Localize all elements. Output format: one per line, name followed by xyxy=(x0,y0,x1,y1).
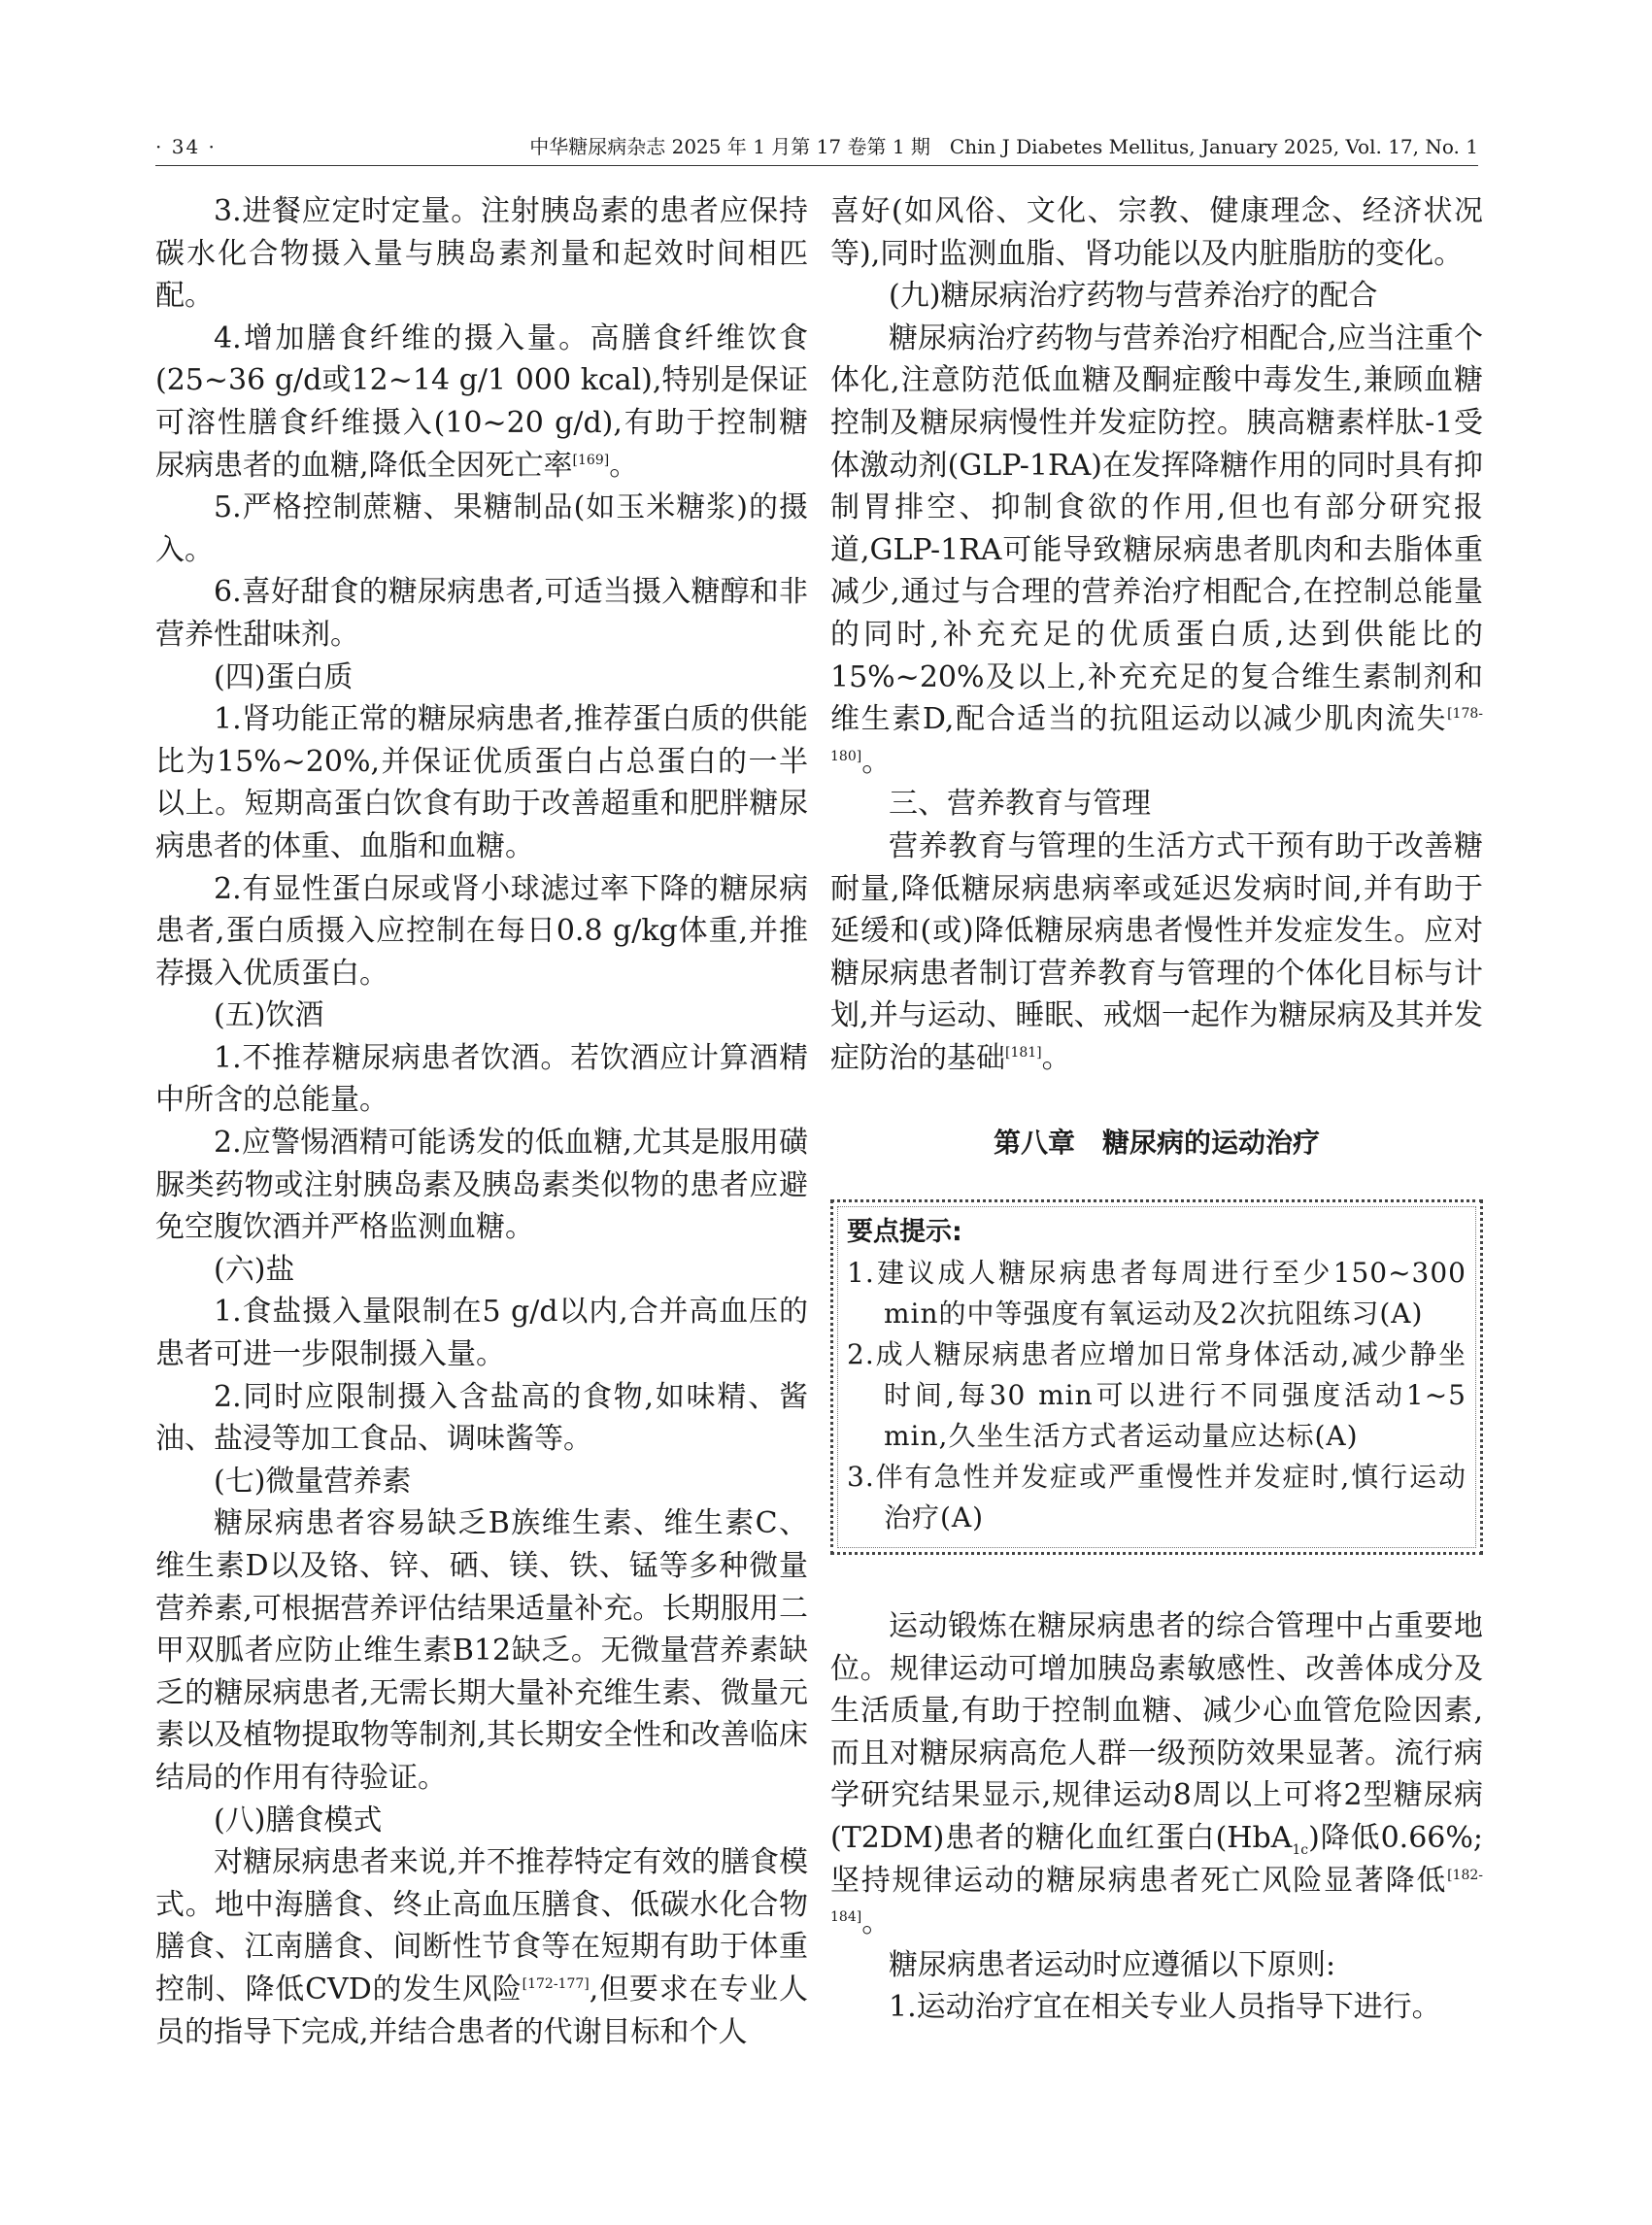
key-point-item: 2.成人糖尿病患者应增加日常身体活动,减少静坐时间,每30 min可以进行不同强度活动1~5 min,久坐生活方式者运动量应达标(A) xyxy=(847,1338,1467,1453)
paragraph: 2.同时应限制摄入含盐高的食物,如味精、酱油、盐浸等加工食品、调味酱等。 xyxy=(155,1379,808,1457)
section-heading: (四)蛋白质 xyxy=(214,659,354,694)
paragraph: 糖尿病患者容易缺乏B族维生素、维生素C、维生素D以及铬、锌、硒、镁、铁、锰等多种微量营养素,可根据营养评估结果适量补充。长期服用二甲双胍者应防止维生素B12缺乏。无微量营养素缺乏的糖尿病患者,无需长期大量补充维生素、微量元素以及植物提取物等制剂,其长期安全性和改善临床结局的作用有待验证。 xyxy=(155,1506,808,1795)
paragraph: 对糖尿病患者来说,并不推荐特定有效的膳食模式。地中海膳食、终止高血压膳食、低碳水化合物膳食、江南膳食、间断性节食等在短期有助于体重控制、降低CVD的发生风险[172-177],但要求在专业人员的指导下完成,并结合患者的代谢目标和个人 xyxy=(155,1845,808,2049)
journal-citation: 中华糖尿病杂志 2025 年 1 月第 17 卷第 1 期 Chin J Diabetes Mellitus, January 2025, Vol. 17, No. 1 xyxy=(529,135,1478,158)
paragraph: 喜好(如风俗、文化、宗教、健康理念、经济状况等),同时监测血脂、肾功能以及内脏脂肪的变化。 xyxy=(830,194,1483,271)
paragraph: 1.不推荐糖尿病患者饮酒。若饮酒应计算酒精中所含的总能量。 xyxy=(155,1040,808,1118)
header-rule xyxy=(155,165,1478,166)
paragraph: 运动锻炼在糖尿病患者的综合管理中占重要地位。规律运动可增加胰岛素敏感性、改善体成分及生活质量,有助于控制血糖、减少心血管危险因素,而且对糖尿病高危人群一级预防效果显著。流行病学研究结果显示,规律运动8周以上可将2型糖尿病(T2DM)患者的糖化血红蛋白(HbA$_{1c}$)降低0.66%;坚持规律运动的糖尿病患者死亡风险显著降低[182-184]。 xyxy=(830,1609,1483,1940)
section-heading: (七)微量营养素 xyxy=(214,1464,412,1499)
paragraph: 2.应警惕酒精可能诱发的低血糖,尤其是服用磺脲类药物或注射胰岛素及胰岛素类似物的患者应避免空腹饮酒并严格监测血糖。 xyxy=(155,1126,808,1245)
paragraph: 3.进餐应定时定量。注射胰岛素的患者应保持碳水化合物摄入量与胰岛素剂量和起效时间相匹配。 xyxy=(155,194,808,314)
paragraph: 1.肾功能正常的糖尿病患者,推荐蛋白质的供能比为15%~20%,并保证优质蛋白占总蛋白的一半以上。短期高蛋白饮食有助于改善超重和肥胖糖尿病患者的体重、血脂和血糖。 xyxy=(155,702,808,863)
citation: [178-180] xyxy=(830,706,1483,764)
citation: [169] xyxy=(572,452,610,468)
section-heading: (九)糖尿病治疗药物与营养治疗的配合 xyxy=(889,279,1378,314)
paragraph: 1.运动治疗宜在相关专业人员指导下进行。 xyxy=(889,1990,1441,2025)
key-points-title: 要点提示: xyxy=(847,1217,962,1248)
citation: [181] xyxy=(1005,1044,1042,1061)
key-point-item: 1.建议成人糖尿病患者每周进行至少150~300 min的中等强度有氧运动及2次抗阻练习(A) xyxy=(847,1257,1467,1331)
citation: [182-184] xyxy=(830,1867,1483,1926)
section-heading: (八)膳食模式 xyxy=(214,1803,383,1837)
paragraph: 糖尿病患者运动时应遵循以下原则: xyxy=(889,1947,1336,1982)
paragraph: 5.严格控制蔗糖、果糖制品(如玉米糖浆)的摄入。 xyxy=(155,490,808,567)
chapter-title: 第八章 糖尿病的运动治疗 xyxy=(993,1127,1320,1160)
paragraph: 2.有显性蛋白尿或肾小球滤过率下降的糖尿病患者,蛋白质摄入应控制在每日0.8 g/kg体重,并推荐摄入优质蛋白。 xyxy=(155,871,808,991)
key-point-item: 3.伴有急性并发症或严重慢性并发症时,慎行运动治疗(A) xyxy=(847,1461,1467,1534)
section-heading: 三、营养教育与管理 xyxy=(889,787,1151,822)
paragraph: 营养教育与管理的生活方式干预有助于改善糖耐量,降低糖尿病患病率或延迟发病时间,并有助于延缓和(或)降低糖尿病患者慢性并发症发生。应对糖尿病患者制订营养教育与管理的个体化目标与计划,并与运动、睡眠、戒烟一起作为糖尿病及其并发症防治的基础[181]。 xyxy=(830,828,1483,1075)
left-column xyxy=(155,190,808,2053)
running-header xyxy=(155,132,1478,161)
paragraph: 6.喜好甜食的糖尿病患者,可适当摄入糖醇和非营养性甜味剂。 xyxy=(155,575,808,652)
page-number: · 34 · xyxy=(155,135,217,158)
citation: [172-177] xyxy=(522,1975,590,1992)
section-heading: (六)盐 xyxy=(214,1252,295,1287)
paragraph: 4.增加膳食纤维的摄入量。高膳食纤维饮食(25~36 g/d或12~14 g/1 000 kcal),特别是保证可溶性膳食纤维摄入(10~20 g/d),有助于控制糖尿病患者的血糖,降低全因死亡率[169]。 xyxy=(155,320,808,483)
right-column xyxy=(830,190,1483,2029)
subscript: 1c xyxy=(1292,1842,1309,1859)
paragraph: 1.食盐摄入量限制在5 g/d以内,合并高血压的患者可进一步限制摄入量。 xyxy=(155,1295,808,1372)
key-points-box xyxy=(830,1199,1483,1555)
section-heading: (五)饮酒 xyxy=(214,998,324,1033)
paragraph: 糖尿病治疗药物与营养治疗相配合,应当注重个体化,注意防范低血糖及酮症酸中毒发生,兼顾血糖控制及糖尿病慢性并发症防控。胰高糖素样肽-1受体激动剂(GLP-1RA)在发挥降糖作用的同时具有抑制胃排空、抑制食欲的作用,但也有部分研究报道,GLP-1RA可能导致糖尿病患者肌肉和去脂体重减少,通过与合理的营养治疗相配合,在控制总能量的同时,补充充足的优质蛋白质,达到供能比的15%~20%及以上,补充充足的复合维生素制剂和维生素D,配合适当的抗阻运动以减少肌肉流失[178-180]。 xyxy=(830,320,1483,779)
